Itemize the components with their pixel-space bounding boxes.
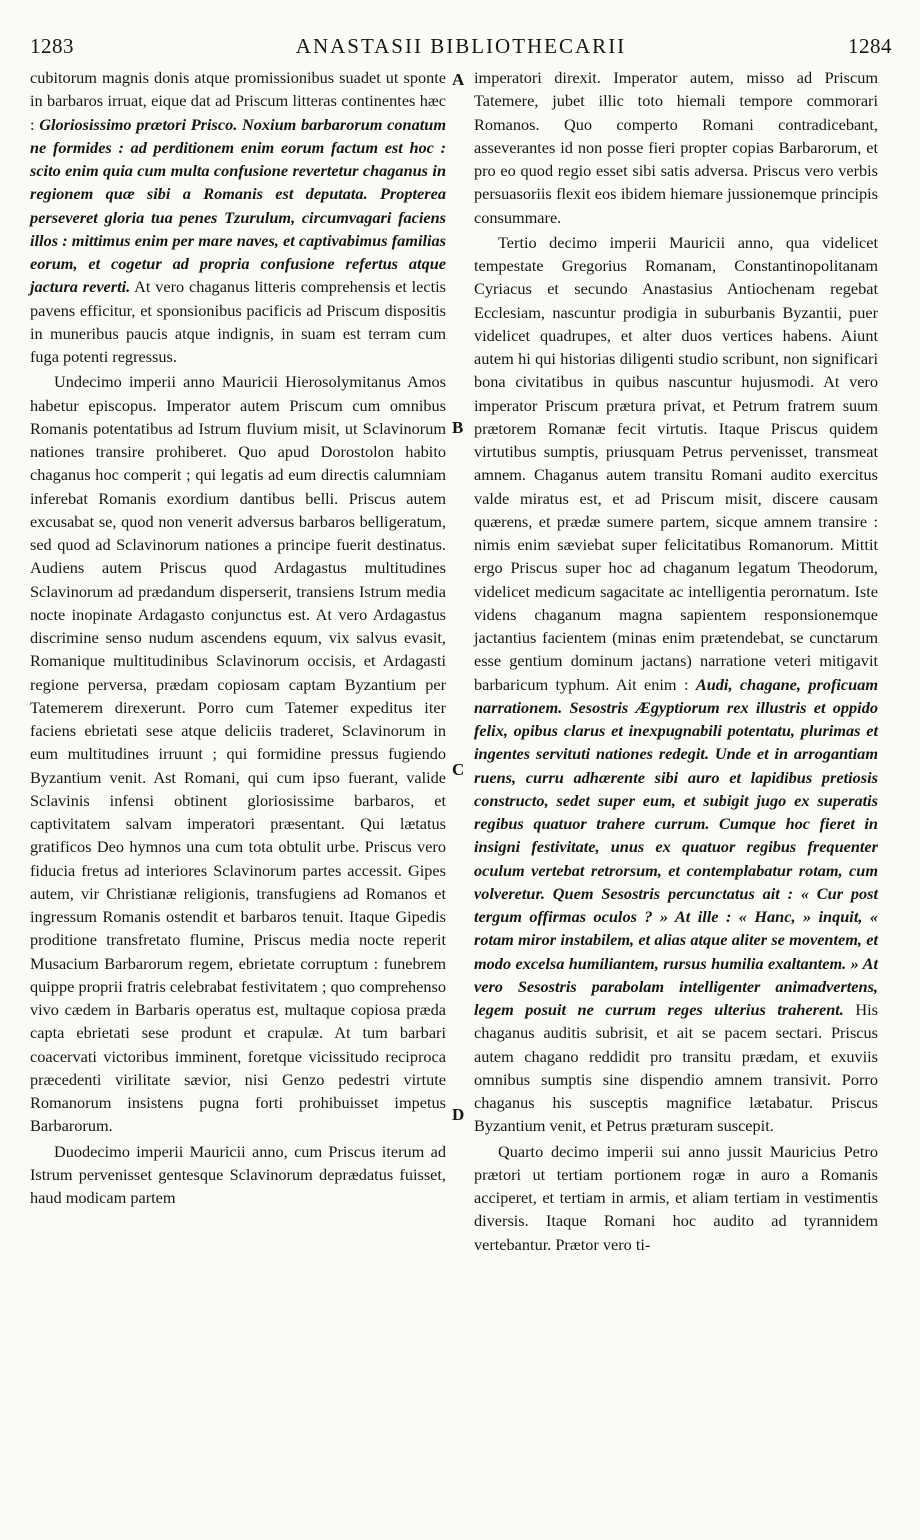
text-run: Duodecimo imperii Mauricii anno, cum Priscus iterum ad Istrum pervenisset gentesque Sclavinorum deprædatus fuisset, haud modicam partem — [30, 1141, 446, 1207]
left-column-paragraph — [30, 370, 446, 1137]
margin-letter-c: C — [452, 760, 465, 779]
text-run: imperatori direxit. Imperator autem, misso ad Priscum Tatemere, jubet illic toto hiemali tempore commorari Romanos. Quo comperto Romani contradicebant, asseverantes id non posse fieri propter copias Barbarorum, et pro eo quod regio esset sibi satis adversa. Priscus vero verbis persuasoriis flexit eos ibidem hiemare jussionemque principis consummare. — [474, 68, 878, 227]
italic-passage: Audi, chagane, proficuam narrationem. Sesostris Ægyptiorum rex illustris et oppido felix, opibus clarus et inexpugnabili potentatu, plurimas et ingentes servituti nationes redegit. Unde et in arrogantiam ruens, curru adhærente sibi auro et lapidibus pretiosis constructo, sedet super eum, et subigit jugo ex superatis regibus quatuor trahere currum. Cumque hoc fieret in insigni festivitate, unus ex quatuor regibus frequenter oculum vertebat retrorsum, et contemplabatur rotam, cum volveretur. Quem Sesostris percunctatus ait : « Cur post tergum offirmas oculos ? » At ille : « Hanc, » inquit, « rotam miror instabilem, et alias atque aliter se moventem, et modo excelsa humiliantem, rursus humilia exaltantem. » At vero Sesostris parabolam intelligenter animadvertens, legem posuit ne currum reges ulterius traherent. — [474, 674, 878, 1019]
text-run: His chaganus auditis subrisit, et ait se pacem sectari. Priscus autem chagano reddidit pro transitu prædam, et exuviis omnibus sumptis sine dispendio amnem transivit. Porro chaganus his susceptis magnifice lætabatur. Priscus Byzantium venit, et Petrus præturam suscepit. — [474, 1000, 878, 1136]
running-title: ANASTASII BIBLIOTHECARII — [295, 34, 627, 58]
text-run: Undecimo imperii anno Mauricii Hierosolymitanus Amos habetur episcopus. Imperator autem Priscum cum omnibus Romanis potentatibus ad Istrum fluvium misit, ut Sclavinorum nationes transire prohiberet. Quo apud Dorostolon habito chaganus hoc comperit ; qui legatis ad eum directis calumniam inferebat Romanis exordium dantibus belli. Priscus autem excusabat se, quod non venerit adversus barbaros belligeratum, sed quod ad Sclavinorum nationes a principe fuerit destinatus. Audiens autem Priscus quod Ardagastus multitudines Sclavinorum ad prædandum disperserit, transiens Istrum media nocte inopinate Ardagasto conjunctus est. At vero Ardagastus discrimine senso nudum ascendens equum, vix salvus evasit, Romanique multitudinibus Sclavinorum occisis, et Ardagasti regione perversa, prædam copiosam captam Byzantium per Tatemerem direxerunt. Porro cum Tatemer expeditus iter faciens ebrietati sese atque deliciis traderet, Sclavinorum in eum multitudines irruunt ; qui formidine pressus fugiendo Byzantium venit. Ast Romani, qui cum ipso fuerant, valide Sclavinis infensi obtinent gloriosissime barbaros, et captivitatem salvam imperatori præsentant. Qui lætatus gratificos Deo hymnos una cum tota obtulit urbe. Priscus vero fiducia fretus ad interiores Sclavinorum partes accessit. Gipes autem, vir Christianæ religionis, transfugiens ad Romanos et ingressum Romanis ostendit et barbaros tenuit. Itaque Gipedis proditione transfretato flumine, Priscus media nocte reperit Musacium Barbarorum regem, ebrietate corruptum : funebrem quippe proprii fratris celebrabat festivitatem ; quo comprehenso vivo cædem in Barbaris operatus est, multaque copiosa præda capta ebrietati sese produnt et crapulæ. At tum barbari coacervati victoribus imminent, foretque vicissitudo reciproca præcedenti virilitate sævior, nisi Genzo pedestri virtute Romanorum insistens pugna forti prohibuisset impetus Barbarorum. — [30, 372, 446, 1136]
page-number-left: 1283 — [30, 34, 74, 58]
right-column-paragraph — [474, 231, 878, 1138]
text-run: Tertio decimo imperii Mauricii anno, qua videlicet tempestate Gregorius Romanam, Constantinopolitanam Cyriacus et secundo Anastasius Antiochenam regebat Ecclesiam, nascuntur prodigia in suburbanis Byzantii, puer videlicet quadrupes, et alter duos vertices habens. Aiunt autem hi qui historias diligenti studio scribunt, non significari bona civitatibus in quibus nascuntur hujusmodi. At vero imperator Priscum prætura privat, et Petrum fratrem suum prætorem Romanæ fecit virtutis. Itaque Priscus quidem virtutibus sumptis, priusquam Petrus pervenisset, transmeat amnem. Chaganus autem transitu Romani audito exercitus valde miratus est, et ad Priscum misit, discere causam quærens, et prædæ sumere partem, sicque amnem transire : nimis enim sæviebat super felicitatibus Romanorum. Mittit ergo Priscus super hoc ad chaganum legatum Theodorum, videlicet medicum sagacitate ac intelligentia perornatum. Iste videns chaganum magna sapientem responsionemque jactantius facientem (minas enim prætendebat, se cunctarum esse gentium dominum jactans) narratione veteri mitigavit barbaricum typhum. Ait enim : — [474, 232, 878, 694]
text-run: cubitorum magnis donis atque promissionibus suadet ut sponte in barbaros irruat, eique dat ad Priscum litteras continentes hæc : — [30, 68, 446, 134]
right-column-paragraph — [474, 1140, 878, 1256]
margin-letter-b: B — [452, 418, 464, 437]
italic-passage: Gloriosissimo prætori Prisco. Noxium barbarorum conatum ne formides : ad perditionem enim eorum factum est hoc : scito enim quia cum multa confusione revertetur chaganus in regionem quæ sibi a Romanis est deputata. Propterea perseveret gloria tua penes Tzurulum, circumvagari faciens illos : mittimus enim per mare naves, et captivabimus familias eorum, et cogetur ad propria confusione refertus atque jactura reverti. — [30, 114, 446, 297]
text-run: At vero chaganus litteris comprehensis et lectis pavens efficitur, et sponsionibus pacificis ad Priscum dispositis in muneribus paucis atque indignis, in suam est terram cum fuga potenti regressus. — [30, 277, 447, 366]
margin-letter-d: D — [452, 1105, 465, 1124]
left-column-paragraph — [30, 66, 446, 368]
text-run: Quarto decimo imperii sui anno jussit Mauricius Petro prætori ut tertiam portionem rogæ in auro a Romanis acciperet, et tertiam in armis, et aliam tertiam in vestimentis diversis. Itaque Romani hoc audito ad tyrannidem vertebantur. Prætor vero ti- — [474, 1141, 878, 1254]
page-number-right: 1284 — [848, 34, 892, 58]
right-column-paragraph — [474, 66, 878, 229]
left-column — [30, 66, 446, 1209]
margin-letter-a: A — [452, 70, 465, 89]
right-column — [474, 66, 878, 1256]
left-column-paragraph — [30, 1140, 446, 1210]
running-header — [30, 34, 892, 64]
